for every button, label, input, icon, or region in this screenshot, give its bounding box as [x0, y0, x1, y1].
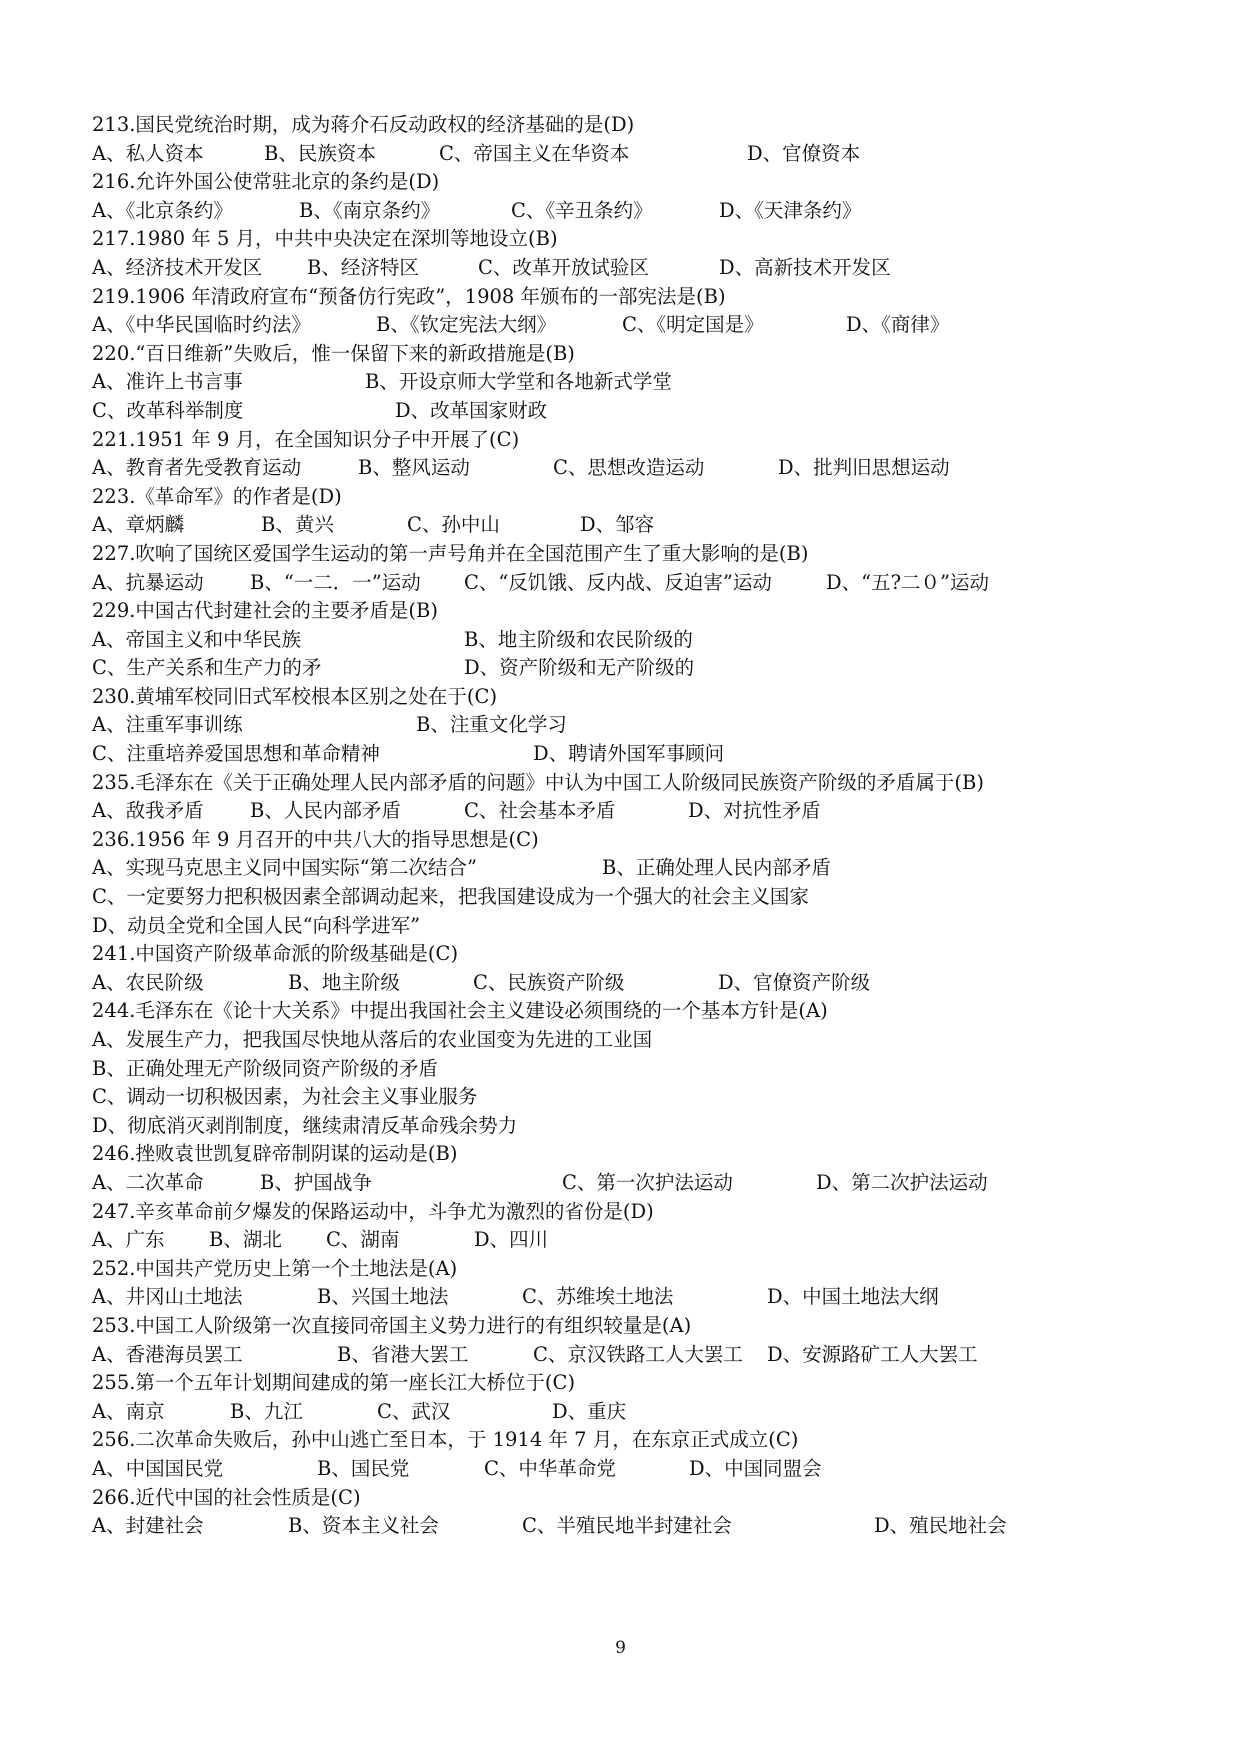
option-b: B、民族资本	[264, 141, 376, 165]
option-d: D、聘请外国军事顾问	[533, 742, 725, 766]
option-a: A、经济技术开发区	[92, 255, 263, 279]
option-c: C、“反饥饿、反内战、反迫害”运动	[464, 570, 772, 594]
question-stem: 236.1956 年 9 月召开的中共八大的指导思想是(C)	[92, 827, 539, 851]
question-stem: 241.中国资产阶级革命派的阶级基础是(C)	[92, 942, 459, 966]
question-item	[92, 540, 1172, 597]
option-b: B、资本主义社会	[288, 1514, 439, 1538]
option-c: C、生产关系和生产力的矛	[92, 656, 322, 680]
option-d: D、《商律》	[846, 313, 950, 337]
question-item	[92, 1198, 1172, 1255]
options-line	[92, 569, 1172, 598]
option-b: B、九江	[230, 1399, 303, 1423]
question-item	[92, 597, 1172, 683]
options-line	[92, 511, 1172, 540]
options-line	[92, 626, 1172, 655]
question-item	[92, 111, 1172, 168]
option-b: B、“一二．一”运动	[250, 570, 421, 594]
question-item	[92, 683, 1172, 769]
option-d: D、批判旧思想运动	[778, 456, 950, 480]
option-d: D、《天津条约》	[719, 198, 862, 222]
option-d: D、对抗性矛盾	[688, 799, 821, 823]
question-item	[92, 769, 1172, 826]
options-line	[92, 654, 1172, 683]
option-a: A、《北京条约》	[92, 198, 233, 222]
option-d: D、“五?二０”运动	[826, 570, 990, 594]
option-b: B、开设京师大学堂和各地新式学堂	[365, 370, 672, 394]
option-a: A、《中华民国临时约法》	[92, 313, 311, 337]
option-c: C、帝国主义在华资本	[439, 141, 630, 165]
option-a: A、农民阶级	[92, 970, 204, 994]
option-c: C、湖南	[326, 1228, 400, 1252]
options-line	[92, 1455, 1172, 1484]
options-line	[92, 1026, 1172, 1055]
option-a: A、井冈山土地法	[92, 1285, 243, 1309]
question-list	[92, 111, 1172, 1541]
options-line	[92, 1398, 1172, 1427]
question-stem: 219.1906 年清政府宣布“预备仿行宪政”，1908 年颁布的一部宪法是(B)	[92, 284, 726, 308]
option-d: D、改革国家财政	[395, 398, 548, 422]
option-c: C、京汉铁路工人大罢工	[533, 1342, 743, 1366]
question-item	[92, 1140, 1172, 1197]
options-line	[92, 368, 1172, 397]
options-line	[92, 854, 1172, 883]
options-line	[92, 740, 1172, 769]
question-stem: 229.中国古代封建社会的主要矛盾是(B)	[92, 599, 438, 623]
option-b: B、《钦定宪法大纲》	[376, 313, 557, 337]
options-line	[92, 1341, 1172, 1370]
question-stem: 220.“百日维新”失败后，惟一保留下来的新政措施是(B)	[92, 341, 575, 365]
option-a: A、敌我矛盾	[92, 799, 204, 823]
option-d: D、中国同盟会	[689, 1456, 822, 1480]
options-line	[92, 140, 1172, 169]
options-line	[92, 1169, 1172, 1198]
question-stem: 227.吹响了国统区爱国学生运动的第一声号角并在全国范围产生了重大影响的是(B)	[92, 541, 809, 565]
options-line	[92, 1055, 1172, 1084]
options-line	[92, 397, 1172, 426]
question-stem: 253.中国工人阶级第一次直接同帝国主义势力进行的有组织较量是(A)	[92, 1313, 692, 1337]
option-c: C、第一次护法运动	[562, 1170, 733, 1194]
options-line	[92, 797, 1172, 826]
option-b: B、护国战争	[260, 1170, 372, 1194]
option-d: D、高新技术开发区	[719, 255, 891, 279]
option-c: C、改革开放试验区	[478, 255, 649, 279]
question-item	[92, 1255, 1172, 1312]
option-b: B、地主阶级	[288, 970, 400, 994]
option-c: C、注重培养爱国思想和革命精神	[92, 742, 380, 766]
option-d: D、邹容	[580, 513, 655, 537]
option-b: B、正确处理人民内部矛盾	[602, 856, 831, 880]
option-c: C、《明定国是》	[622, 313, 764, 337]
question-item	[92, 1484, 1172, 1541]
question-stem: 247.辛亥革命前夕爆发的保路运动中，斗争尤为激烈的省份是(D)	[92, 1199, 654, 1223]
question-item	[92, 340, 1172, 426]
option-b: B、省港大罢工	[337, 1342, 469, 1366]
options-line	[92, 1283, 1172, 1312]
question-item	[92, 225, 1172, 282]
option-b: B、国民党	[317, 1456, 410, 1480]
option-a: A、中国国民党	[92, 1456, 224, 1480]
option-a: A、教育者先受教育运动	[92, 456, 302, 480]
question-stem: 217.1980 年 5 月，中共中央决定在深圳等地设立(B)	[92, 227, 558, 251]
option-c: C、思想改造运动	[553, 456, 705, 480]
question-stem: 266.近代中国的社会性质是(C)	[92, 1485, 361, 1509]
option-d: D、资产阶级和无产阶级的	[464, 656, 695, 680]
option-c: C、社会基本矛盾	[464, 799, 616, 823]
option-d: D、中国土地法大纲	[767, 1285, 939, 1309]
question-stem: 244.毛泽东在《论十大关系》中提出我国社会主义建设必须围绕的一个基本方针是(A)	[92, 999, 828, 1023]
option-b: B、地主阶级和农民阶级的	[464, 627, 693, 651]
options-line	[92, 1512, 1172, 1541]
question-stem: 256.二次革命失败后，孙中山逃亡至日本，于 1914 年 7 月，在东京正式成立(C)	[92, 1428, 799, 1452]
option-c: C、孙中山	[407, 513, 500, 537]
question-item	[92, 1312, 1172, 1369]
option-d: D、安源路矿工人大罢工	[767, 1342, 978, 1366]
option-a: A、私人资本	[92, 141, 204, 165]
option-c: C、一定要努力把积极因素全部调动起来，把我国建设成为一个强大的社会主义国家	[92, 885, 809, 909]
option-d: D、四川	[474, 1228, 549, 1252]
options-line	[92, 912, 1172, 941]
question-item	[92, 826, 1172, 940]
question-item	[92, 168, 1172, 225]
option-c: C、半殖民地半封建社会	[522, 1514, 732, 1538]
option-d: D、官僚资产阶级	[718, 970, 871, 994]
option-a: A、广东	[92, 1228, 165, 1252]
option-d: D、第二次护法运动	[816, 1170, 988, 1194]
option-a: A、实现马克思主义同中国实际“第二次结合”	[92, 856, 478, 880]
question-item	[92, 1369, 1172, 1426]
options-line	[92, 1226, 1172, 1255]
option-d: D、重庆	[552, 1399, 627, 1423]
option-c: C、苏维埃土地法	[522, 1285, 674, 1309]
options-line	[92, 1083, 1172, 1112]
option-d: D、动员全党和全国人民“向科学进军”	[92, 913, 421, 937]
option-d: D、殖民地社会	[874, 1514, 1007, 1538]
options-line	[92, 1112, 1172, 1141]
question-stem: 252.中国共产党历史上第一个土地法是(A)	[92, 1256, 458, 1280]
option-a: A、香港海员罢工	[92, 1342, 243, 1366]
question-stem: 255.第一个五年计划期间建成的第一座长江大桥位于(C)	[92, 1371, 576, 1395]
option-b: B、湖北	[209, 1228, 282, 1252]
question-item	[92, 1426, 1172, 1483]
option-b: B、人民内部矛盾	[250, 799, 401, 823]
option-a: A、帝国主义和中华民族	[92, 627, 302, 651]
option-d: D、官僚资本	[747, 141, 861, 165]
options-line	[92, 311, 1172, 340]
question-stem: 246.挫败袁世凯复辟帝制阴谋的运动是(B)	[92, 1142, 458, 1166]
option-d: D、彻底消灭剥削制度，继续肃清反革命残余势力	[92, 1113, 518, 1137]
option-c: C、中华革命党	[484, 1456, 616, 1480]
option-a: A、抗暴运动	[92, 570, 204, 594]
option-b: B、兴国土地法	[317, 1285, 449, 1309]
page-number: 9	[615, 1638, 626, 1658]
option-b: B、正确处理无产阶级同资产阶级的矛盾	[92, 1056, 438, 1080]
option-b: B、《南京条约》	[299, 198, 441, 222]
question-stem: 235.毛泽东在《关于正确处理人民内部矛盾的问题》中认为中国工人阶级同民族资产阶级的矛盾属于(B)	[92, 770, 984, 794]
option-c: C、《辛丑条约》	[511, 198, 653, 222]
options-line	[92, 454, 1172, 483]
option-a: A、准许上书言事	[92, 370, 243, 394]
options-line	[92, 197, 1172, 226]
option-b: B、黄兴	[261, 513, 334, 537]
option-c: C、民族资产阶级	[473, 970, 625, 994]
option-b: B、整风运动	[358, 456, 470, 480]
question-item	[92, 426, 1172, 483]
option-a: A、二次革命	[92, 1170, 204, 1194]
option-a: A、注重军事训练	[92, 713, 243, 737]
option-c: C、调动一切积极因素，为社会主义事业服务	[92, 1085, 478, 1109]
options-line	[92, 969, 1172, 998]
question-stem: 223.《革命军》的作者是(D)	[92, 484, 342, 508]
question-stem: 230.黄埔军校同旧式军校根本区别之处在于(C)	[92, 684, 498, 708]
option-a: A、封建社会	[92, 1514, 204, 1538]
option-b: B、注重文化学习	[416, 713, 567, 737]
options-line	[92, 711, 1172, 740]
option-c: C、武汉	[377, 1399, 451, 1423]
option-b: B、经济特区	[307, 255, 419, 279]
options-line	[92, 883, 1172, 912]
option-a: A、章炳麟	[92, 513, 185, 537]
option-c: C、改革科举制度	[92, 398, 244, 422]
question-item	[92, 283, 1172, 340]
question-item	[92, 997, 1172, 1140]
question-stem: 221.1951 年 9 月，在全国知识分子中开展了(C)	[92, 427, 520, 451]
options-line	[92, 254, 1172, 283]
option-a: A、南京	[92, 1399, 165, 1423]
question-item	[92, 940, 1172, 997]
question-stem: 213.国民党统治时期，成为蒋介石反动政权的经济基础的是(D)	[92, 113, 635, 136]
question-stem: 216.允许外国公使常驻北京的条约是(D)	[92, 170, 440, 194]
option-a: A、发展生产力，把我国尽快地从落后的农业国变为先进的工业国	[92, 1028, 653, 1051]
question-item	[92, 483, 1172, 540]
